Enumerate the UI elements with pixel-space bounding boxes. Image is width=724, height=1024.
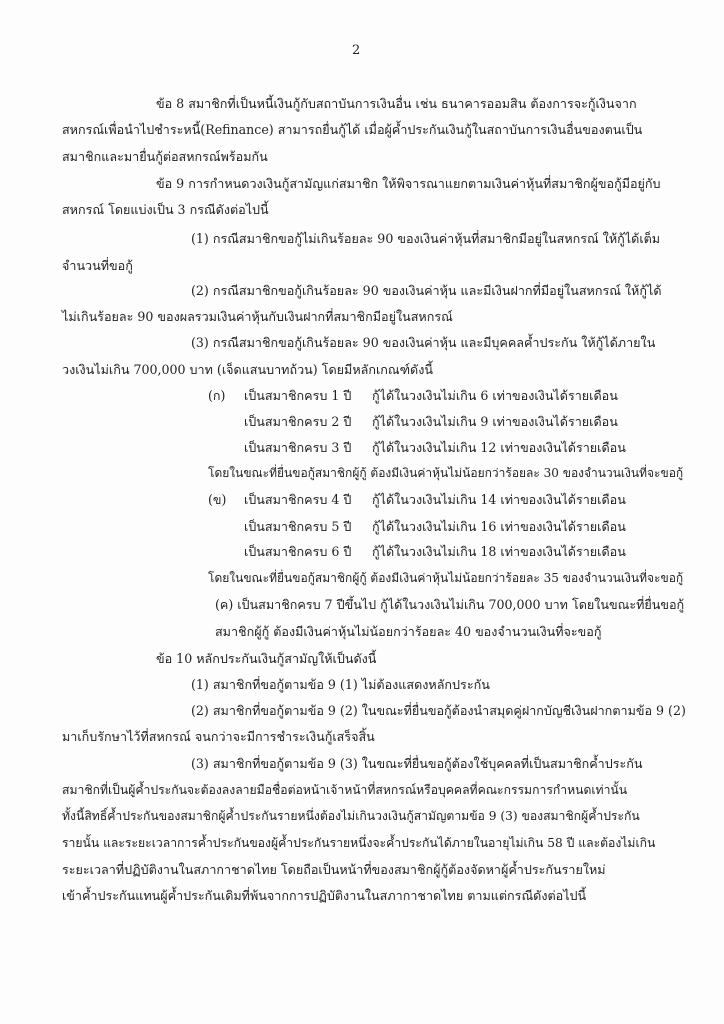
clause10-item2-line-2: มาเก็บรักษาไว้ที่สหกรณ์ จนกว่าจะมีการชำระเงินกู้เสร็จสิ้น (62, 729, 375, 744)
membership-period: เป็นสมาชิกครบ 5 ปี (244, 519, 352, 534)
loan-limit: กู้ได้ในวงเงินไม่เกิน 6 เท่าของเงินได้รายเดือน (372, 388, 618, 403)
loan-limit: กู้ได้ในวงเงินไม่เกิน 12 เท่าของเงินได้รายเดือน (372, 440, 626, 455)
clause9-case3-line-2: วงเงินไม่เกิน 700,000 บาท (เจ็ดแสนบาทถ้วน) โดยมีหลักเกณฑ์ดังนี้ (62, 362, 433, 377)
clause8-line-1: ข้อ 8 สมาชิกที่เป็นหนี้เงินกู้กับสถาบันการเงินอื่น เช่น ธนาคารออมสิน ต้องการจะกู้เงินจาก (156, 96, 637, 111)
clause9-case3-line-1: (3) กรณีสมาชิกขอกู้เกินร้อยละ 90 ของเงินค่าหุ้น และมีบุคคลค้ำประกัน ให้กู้ได้ภายใน (191, 335, 656, 350)
membership-period: เป็นสมาชิกครบ 2 ปี (244, 414, 352, 429)
clause9-line-2: สหกรณ์ โดยแบ่งเป็น 3 กรณีดังต่อไปนี้ (62, 202, 269, 217)
group-a-condition: โดยในขณะที่ยื่นขอกู้สมาชิกผู้กู้ ต้องมีเงินค่าหุ้นไม่น้อยกว่าร้อยละ 30 ของจำนวนเงินที่จะขอกู้ (208, 466, 684, 480)
page-number: 2 (352, 43, 361, 58)
group-b-condition: โดยในขณะที่ยื่นขอกู้สมาชิกผู้กู้ ต้องมีเงินค่าหุ้นไม่น้อยกว่าร้อยละ 35 ของจำนวนเงินที่จะขอกู้ (208, 571, 684, 585)
clause9-case1-line-1: (1) กรณีสมาชิกขอกู้ไม่เกินร้อยละ 90 ของเงินค่าหุ้นที่สมาชิกมีอยู่ในสหกรณ์ ให้กู้ได้เต็ม (191, 231, 661, 246)
loan-limit: กู้ได้ในวงเงินไม่เกิน 18 เท่าของเงินได้รายเดือน (372, 544, 626, 559)
clause10-item3-line-4: รายนั้น และระยะเวลาการค้ำประกันของผู้ค้ำประกันรายหนึ่งจะค้ำประกันได้ภายในอายุไม่เกิน 58 ปี และต้องไม่เกิน (62, 836, 656, 850)
membership-period: เป็นสมาชิกครบ 4 ปี (244, 492, 352, 507)
clause9-case1-line-2: จำนวนที่ขอกู้ (62, 258, 133, 273)
clause10-item3-line-5: ระยะเวลาที่ปฏิบัติงานในสภากาชาดไทย โดยถือเป็นหน้าที่ของสมาชิกผู้กู้ต้องจัดหาผู้ค้ำประกันรายใหม่ (62, 862, 606, 877)
membership-period: เป็นสมาชิกครบ 1 ปี (244, 388, 352, 403)
clause9-case2-line-2: ไม่เกินร้อยละ 90 ของผลรวมเงินค่าหุ้นกับเงินฝากที่สมาชิกมีอยู่ในสหกรณ์ (62, 309, 453, 324)
clause10-item3-line-1: (3) สมาชิกที่ขอกู้ตามข้อ 9 (3) ในขณะที่ยื่นขอกู้ต้องใช้บุคคลที่เป็นสมาชิกค้ำประกัน (191, 756, 643, 771)
clause10-item3-line-6: เข้าค้ำประกันแทนผู้ค้ำประกันเดิมที่พ้นจากการปฏิบัติงานในสภากาชาดไทย ตามแต่กรณีดังต่อไปนี้ (62, 888, 587, 903)
clause9-line-1: ข้อ 9 การกำหนดวงเงินกู้สามัญแก่สมาชิก ให้พิจารณาแยกตามเงินค่าหุ้นที่สมาชิกผู้ขอกู้มีอยู่กับ (156, 176, 661, 191)
clause9-case2-line-1: (2) กรณีสมาชิกขอกู้เกินร้อยละ 90 ของเงินค่าหุ้น และมีเงินฝากที่มีอยู่ในสหกรณ์ ให้กู้ได้ (191, 283, 662, 298)
group-a-marker: (ก) (208, 388, 226, 403)
group-c-line-2: สมาชิกผู้กู้ ต้องมีเงินค่าหุ้นไม่น้อยกว่าร้อยละ 40 ของจำนวนเงินที่จะขอกู้ (215, 624, 602, 639)
loan-limit: กู้ได้ในวงเงินไม่เกิน 14 เท่าของเงินได้รายเดือน (372, 492, 626, 507)
membership-period: เป็นสมาชิกครบ 6 ปี (244, 544, 352, 559)
group-b-marker: (ข) (208, 492, 227, 507)
clause10-item2-line-1: (2) สมาชิกที่ขอกู้ตามข้อ 9 (2) ในขณะที่ยื่นขอกู้ต้องนำสมุดคู่ฝากบัญชีเงินฝากตามข้อ 9 (2) (191, 703, 686, 718)
loan-limit: กู้ได้ในวงเงินไม่เกิน 16 เท่าของเงินได้รายเดือน (372, 519, 626, 534)
clause10-item3-line-3: ทั้งนี้สิทธิ์ค้ำประกันของสมาชิกผู้ค้ำประกันรายหนึ่งต้องไม่เกินวงเงินกู้สามัญตามข้อ 9 (3) ของสมาชิกผู้ค้ำประกัน (62, 809, 640, 823)
clause10-heading: ข้อ 10 หลักประกันเงินกู้สามัญให้เป็นดังนี้ (156, 651, 377, 666)
loan-limit: กู้ได้ในวงเงินไม่เกิน 9 เท่าของเงินได้รายเดือน (372, 414, 618, 429)
clause8-line-3: สมาชิกและมายื่นกู้ต่อสหกรณ์พร้อมกัน (62, 149, 268, 164)
membership-period: เป็นสมาชิกครบ 3 ปี (244, 440, 352, 455)
clause8-line-2: สหกรณ์เพื่อนำไปชำระหนี้(Refinance) สามารถยื่นกู้ได้ เมื่อผู้ค้ำประกันเงินกู้ในสถาบันการเงินอื่นของตนเป็น (62, 122, 643, 137)
group-c-line-1: (ค) เป็นสมาชิกครบ 7 ปีขึ้นไป กู้ได้ในวงเงินไม่เกิน 700,000 บาท โดยในขณะที่ยื่นขอกู้ (215, 597, 685, 612)
clause10-item3-line-2: สมาชิกที่เป็นผู้ค้ำประกันจะต้องลงลายมือชื่อต่อหน้าเจ้าหน้าที่สหกรณ์หรือบุคคลที่คณะกรรมการกำหนดเท่านั้น (62, 783, 628, 797)
clause10-item1: (1) สมาชิกที่ขอกู้ตามข้อ 9 (1) ไม่ต้องแสดงหลักประกัน (191, 677, 490, 692)
